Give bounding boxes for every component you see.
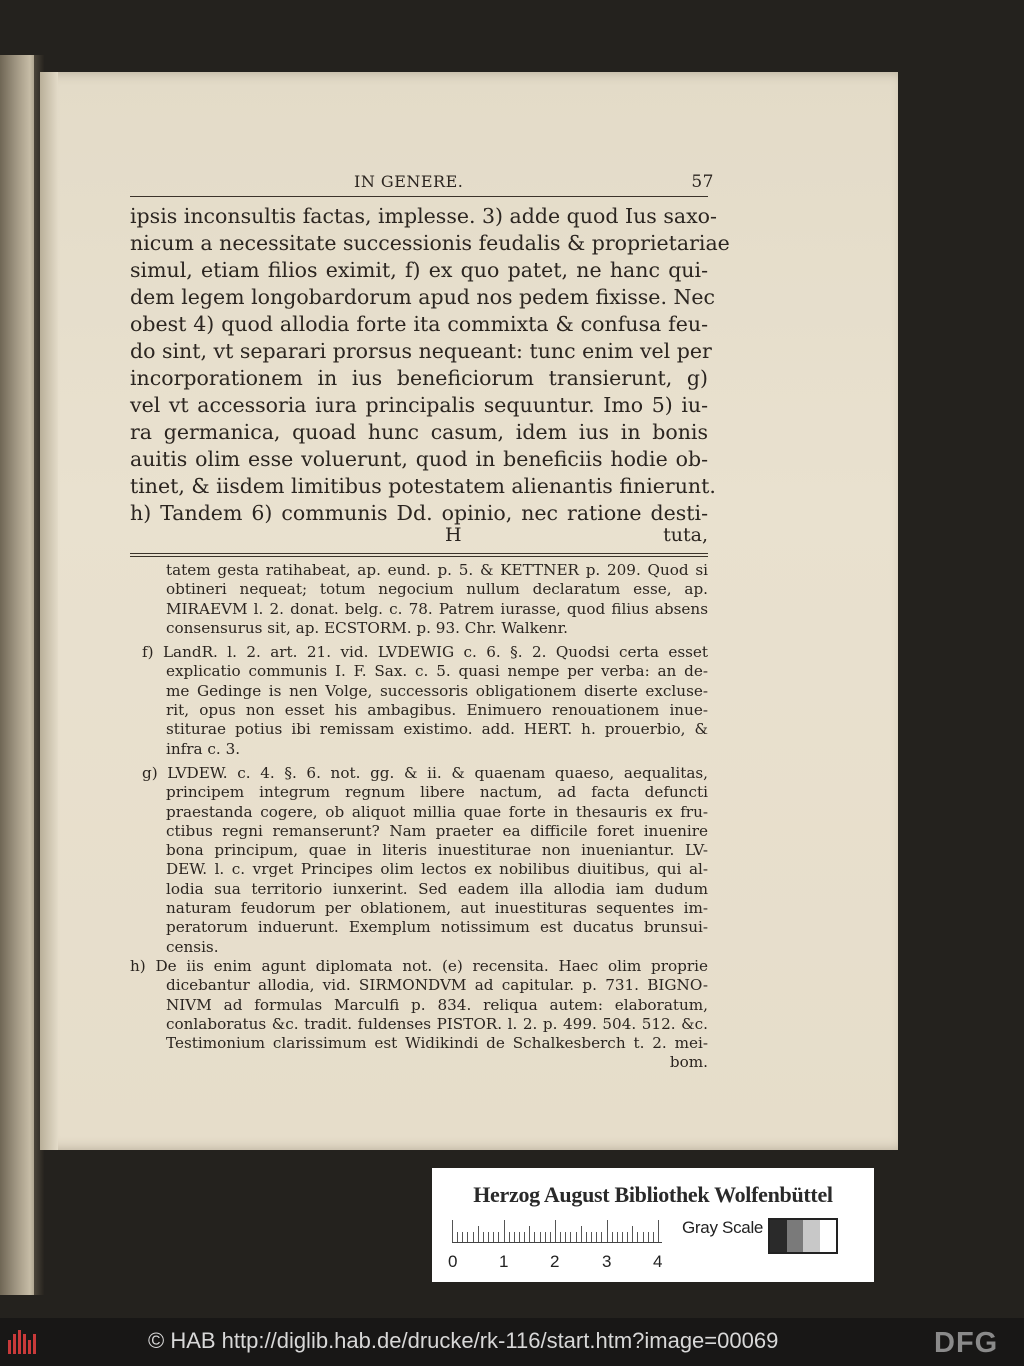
footnote-line: me Gedinge is nen Volge, successoris obligationem diserte excluse- (166, 681, 708, 700)
footnote-line: consensurus sit, ap. ECSTORM. p. 93. Chr. Walkenr. (166, 618, 569, 637)
scale-tick (457, 1232, 458, 1242)
centimeter-scale (448, 1218, 682, 1274)
footnotes (130, 561, 708, 1073)
footnote-line: obtineri nequeat; totum negocium nullum declaratum esse, ap. (166, 580, 708, 599)
footnote-line: principem integrum regnum libere nactum, ad facta defuncti (166, 783, 708, 802)
text-line: dem legem longobardorum apud nos pedem fixisse. Nec (130, 285, 716, 309)
scale-tick (467, 1232, 468, 1242)
text-line: simul, etiam filios eximit, f) ex quo patet, ne hanc qui- (130, 258, 708, 282)
scale-tick (488, 1232, 489, 1242)
scale-tick (524, 1232, 525, 1242)
footnote-line: lodia sua territorio iunxerint. Sed eadem illa allodia iam dudum (166, 879, 708, 898)
running-head-title: IN GENERE. (354, 172, 464, 191)
gray-step (820, 1220, 837, 1252)
text-line: h) Tandem 6) communis Dd. opinio, nec ratione desti- (130, 501, 708, 525)
footnote-line: praestanda cogere, ob aliquot millia quae forte in thesauris ex fru- (166, 802, 708, 821)
footnote-h: h) De iis enim agunt diplomata not. (e) recensita. Haec olim proprie (130, 956, 708, 975)
scale-tick (483, 1232, 484, 1242)
footnote-line: dicebantur allodia, vid. SIRMONDVM ad capitular. p. 731. BIGNO- (166, 976, 708, 995)
scale-tick (658, 1220, 659, 1242)
text-line: tinet, & iisdem limitibus potestatem alienantis finierunt. (130, 474, 716, 498)
text-line: vel vt accessoria iura principalis sequuntur. Imo 5) iu- (130, 393, 708, 417)
footnote-line: explicatio communis I. F. Sax. c. 5. quasi nempe per verba: an de- (166, 662, 708, 681)
footnote-line: peratorum induerunt. Exemplum notissimum est ducatus brunsui- (166, 918, 708, 937)
scale-tick (653, 1232, 654, 1242)
scale-tick (560, 1232, 561, 1242)
scale-tick (514, 1232, 515, 1242)
footnote-line: MIRAEVM l. 2. donat. belg. c. 78. Patrem iurasse, quod filius absens (166, 599, 708, 618)
footnote-line: infra c. 3. (166, 739, 241, 758)
library-name: Herzog August Bibliothek Wolfenbüttel (473, 1182, 833, 1207)
scale-tick (643, 1232, 644, 1242)
page-number: 57 (691, 172, 714, 192)
footnote-line: bona principum, quae in literis inuestiturae non inueniantur. LV- (166, 841, 708, 860)
scale-tick (581, 1226, 582, 1242)
page-content (130, 172, 730, 1073)
scale-tick (607, 1220, 608, 1242)
signature-mark: H (445, 524, 462, 546)
scale-tick (478, 1226, 479, 1242)
scale-tick (591, 1232, 592, 1242)
scale-tick (529, 1226, 530, 1242)
footer-bar (0, 1318, 1024, 1366)
scale-number: 4 (653, 1252, 663, 1271)
scale-tick (498, 1232, 499, 1242)
gray-step (770, 1220, 787, 1252)
text-line: incorporationem in ius beneficiorum transierunt, g) (130, 366, 708, 390)
scale-tick (540, 1232, 541, 1242)
gray-step (787, 1220, 804, 1252)
text-line: ipsis inconsultis factas, implesse. 3) adde quod Ius saxo- (130, 204, 717, 228)
footnote-line: conlaboratus &c. tradit. fuldenses PISTOR. l. 2. p. 499. 504. 512. &c. (166, 1014, 708, 1033)
footnote-rule (130, 553, 708, 557)
footnote-line: DEW. l. c. vrget Principes olim lectos ex nobilibus diuitibus, qui al- (166, 860, 708, 879)
scale-tick (504, 1220, 505, 1242)
scale-tick (627, 1232, 628, 1242)
dfg-logo: DFG (934, 1327, 999, 1359)
footer-copyright-link[interactable]: © HAB http://diglib.hab.de/drucke/rk-116/start.htm?image=00069 (148, 1328, 779, 1353)
scale-tick (452, 1220, 453, 1242)
footnote-line: censis. (166, 937, 219, 956)
running-head (130, 172, 714, 196)
scale-tick (519, 1232, 520, 1242)
library-color-card (432, 1168, 874, 1282)
scale-tick (509, 1232, 510, 1242)
gray-scale-label: Gray Scale (682, 1218, 764, 1237)
scale-number: 3 (602, 1252, 612, 1271)
text-line: auitis olim esse voluerunt, quod in beneficiis hodie ob- (130, 447, 708, 471)
book-page-edges (0, 55, 40, 1295)
catchword: tuta, (663, 524, 708, 546)
scale-tick (493, 1232, 494, 1242)
text-line: nicum a necessitate successionis feudalis & proprietariae (130, 231, 730, 255)
scale-tick (622, 1232, 623, 1242)
footnote-line: bom. (669, 1053, 708, 1072)
head-rule (130, 196, 708, 197)
text-line: ra germanica, quoad hunc casum, idem ius in bonis (130, 420, 708, 444)
scale-tick (648, 1232, 649, 1242)
scale-tick (617, 1232, 618, 1242)
scale-tick (473, 1232, 474, 1242)
scale-tick (632, 1226, 633, 1242)
footnote-line: Testimonium clarissimum est Widikindi de Schalkesberch t. 2. mei- (166, 1034, 708, 1053)
scale-tick (596, 1232, 597, 1242)
gray-step (803, 1220, 820, 1252)
scale-number: 0 (448, 1252, 458, 1271)
scale-tick (601, 1232, 602, 1242)
scale-tick (586, 1232, 587, 1242)
scale-tick (550, 1232, 551, 1242)
text-line: obest 4) quod allodia forte ita commixta & confusa feu- (130, 312, 708, 336)
footnote-line: naturam feudorum per oblationem, aut inuestituras sequentes im- (166, 899, 708, 918)
footnote-line: rit, opus non esset his ambagibus. Enimuero renouationem inue- (166, 701, 708, 720)
footnote-f: f) LandR. l. 2. art. 21. vid. LVDEWIG c. 6. §. 2. Quodsi certa esset (142, 643, 708, 662)
scale-tick (545, 1232, 546, 1242)
scale-tick (534, 1232, 535, 1242)
book-page (40, 72, 898, 1150)
hab-logo-icon (8, 1330, 36, 1354)
signature-line (130, 524, 708, 553)
gray-scale-swatch (768, 1218, 838, 1254)
scale-tick (462, 1232, 463, 1242)
main-text-block (130, 203, 730, 527)
scale-tick (576, 1232, 577, 1242)
scale-tick (570, 1232, 571, 1242)
text-line: do sint, vt separari prorsus nequeant: tunc enim vel per (130, 339, 712, 363)
footnote-g: g) LVDEW. c. 4. §. 6. not. gg. & ii. & quaenam quaeso, aequalitas, (142, 763, 708, 782)
scale-number: 1 (499, 1252, 509, 1271)
footnote-line: NIVM ad formulas Marculfi p. 834. reliqua autem: elaboratum, (166, 995, 708, 1014)
scale-tick (555, 1220, 556, 1242)
scale-tick (565, 1232, 566, 1242)
footnote-line: ctibus regni remanserunt? Nam praeter ea difficile foret inuenire (166, 821, 708, 840)
scale-number: 2 (550, 1252, 560, 1271)
footnote-line: stiturae potius ibi remissam existimo. add. HERT. h. prouerbio, & (166, 720, 708, 739)
scale-tick (637, 1232, 638, 1242)
scale-tick (612, 1232, 613, 1242)
footnote-line: tatem gesta ratihabeat, ap. eund. p. 5. & KETTNER p. 209. Quod si (166, 561, 708, 579)
